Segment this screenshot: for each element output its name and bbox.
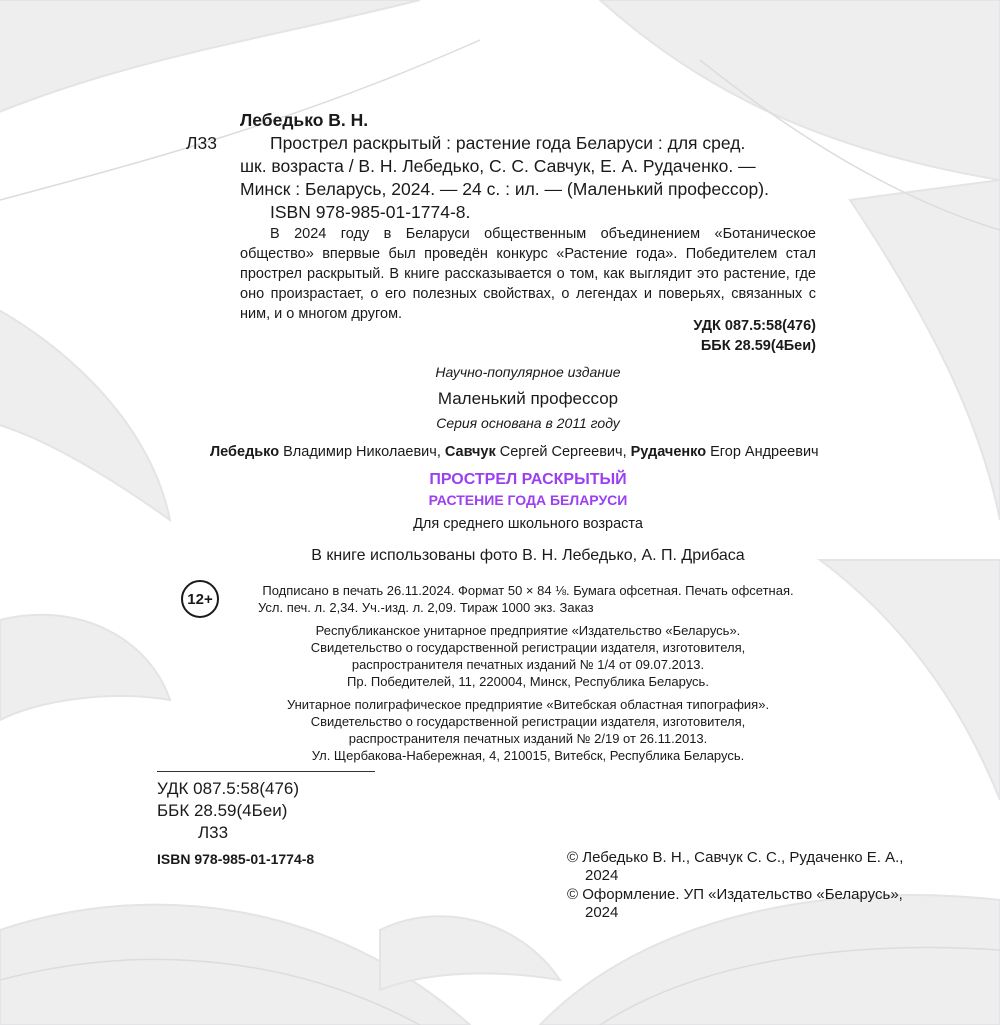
author-surname: Рудаченко bbox=[630, 444, 707, 460]
catalog-isbn: ISBN 978-985-01-1774-8. bbox=[270, 202, 471, 222]
copyright-authors: © Лебедько В. Н., Савчук С. С., Рудаченко Е. А., bbox=[567, 849, 904, 866]
catalog-code: Л33 bbox=[186, 133, 217, 153]
copyright-authors-year: 2024 bbox=[585, 867, 619, 884]
catalog-title-line1: Прострел раскрытый : растение года Беларуси : для сред. bbox=[270, 133, 746, 153]
book-subtitle: РАСТЕНИЕ ГОДА БЕЛАРУСИ bbox=[428, 492, 628, 508]
audience: Для среднего школьного возраста bbox=[413, 516, 643, 532]
catalog-udk: УДК 087.5:58(476) bbox=[693, 318, 816, 334]
printer-line: Унитарное полиграфическое предприятие «Витебская областная типография». bbox=[286, 697, 770, 712]
age-rating-badge: 12+ bbox=[181, 580, 219, 618]
annotation-text: В 2024 году в Беларуси общественным объединением «Ботаническое общество» впервые был проведён конкурс «Растение года». Победителем стал прострел раскрытый. В книге рассказывается о том, как выглядит это растение, где оно произрастает, о его полезных свойствах, о легендах и поверьях, связанных с ним, и о многом другом. bbox=[240, 226, 816, 322]
catalog-annotation bbox=[240, 224, 816, 324]
footer-bbk: ББК 28.59(4Беи) bbox=[157, 801, 288, 820]
author-surname: Лебедько bbox=[210, 444, 280, 460]
footer-isbn: ISBN 978-985-01-1774-8 bbox=[157, 851, 315, 867]
series-name: Маленький профессор bbox=[437, 389, 619, 408]
publisher-line: распространителя печатных изданий № 1/4 от 09.07.2013. bbox=[351, 657, 705, 672]
author-name: Сергей Сергеевич, bbox=[495, 444, 631, 460]
imprint-line2: Усл. печ. л. 2,34. Уч.-изд. л. 2,09. Тираж 1000 экз. Заказ bbox=[258, 600, 594, 615]
catalog-bbk: ББК 28.59(4Беи) bbox=[700, 338, 816, 354]
photo-credit: В книге использованы фото В. Н. Лебедько, А. П. Дрибаса bbox=[311, 547, 745, 564]
imprint-line1: Подписано в печать 26.11.2024. Формат 50 × 84 ⅛. Бумага офсетная. Печать офсетная. bbox=[262, 583, 794, 598]
publisher-line: Пр. Победителей, 11, 220004, Минск, Республика Беларусь. bbox=[347, 674, 709, 689]
catalog-author-heading: Лебедько В. Н. bbox=[240, 110, 369, 130]
authors-line bbox=[210, 444, 819, 460]
copyright-design-year: 2024 bbox=[585, 904, 619, 921]
footer-udk: УДК 087.5:58(476) bbox=[157, 779, 300, 798]
publisher-line: Республиканское унитарное предприятие «Издательство «Беларусь». bbox=[315, 623, 741, 638]
printer-line: Ул. Щербакова-Набережная, 4, 210015, Витебск, Республика Беларусь. bbox=[311, 748, 745, 763]
copyright-design: © Оформление. УП «Издательство «Беларусь», bbox=[567, 886, 903, 903]
printer-line: распространителя печатных изданий № 2/19 от 26.11.2013. bbox=[348, 731, 708, 746]
edition-type: Научно-популярное издание bbox=[435, 364, 621, 380]
printer-line: Свидетельство о государственной регистрации издателя, изготовителя, bbox=[310, 714, 746, 729]
catalog-title-line2: шк. возраста / В. Н. Лебедько, С. С. Савчук, Е. А. Рудаченко. — bbox=[240, 156, 756, 176]
footer-code: Л33 bbox=[198, 823, 229, 842]
author-name: Владимир Николаевич, bbox=[279, 444, 445, 460]
author-surname: Савчук bbox=[444, 444, 496, 460]
author-name: Егор Андреевич bbox=[706, 444, 819, 460]
footer-divider bbox=[157, 771, 375, 772]
catalog-title-line3: Минск : Беларусь, 2024. — 24 с. : ил. — (Маленький профессор). bbox=[240, 179, 769, 199]
book-title: ПРОСТРЕЛ РАСКРЫТЫЙ bbox=[429, 471, 627, 488]
series-founded: Серия основана в 2011 году bbox=[436, 415, 620, 431]
publisher-line: Свидетельство о государственной регистрации издателя, изготовителя, bbox=[310, 640, 746, 655]
